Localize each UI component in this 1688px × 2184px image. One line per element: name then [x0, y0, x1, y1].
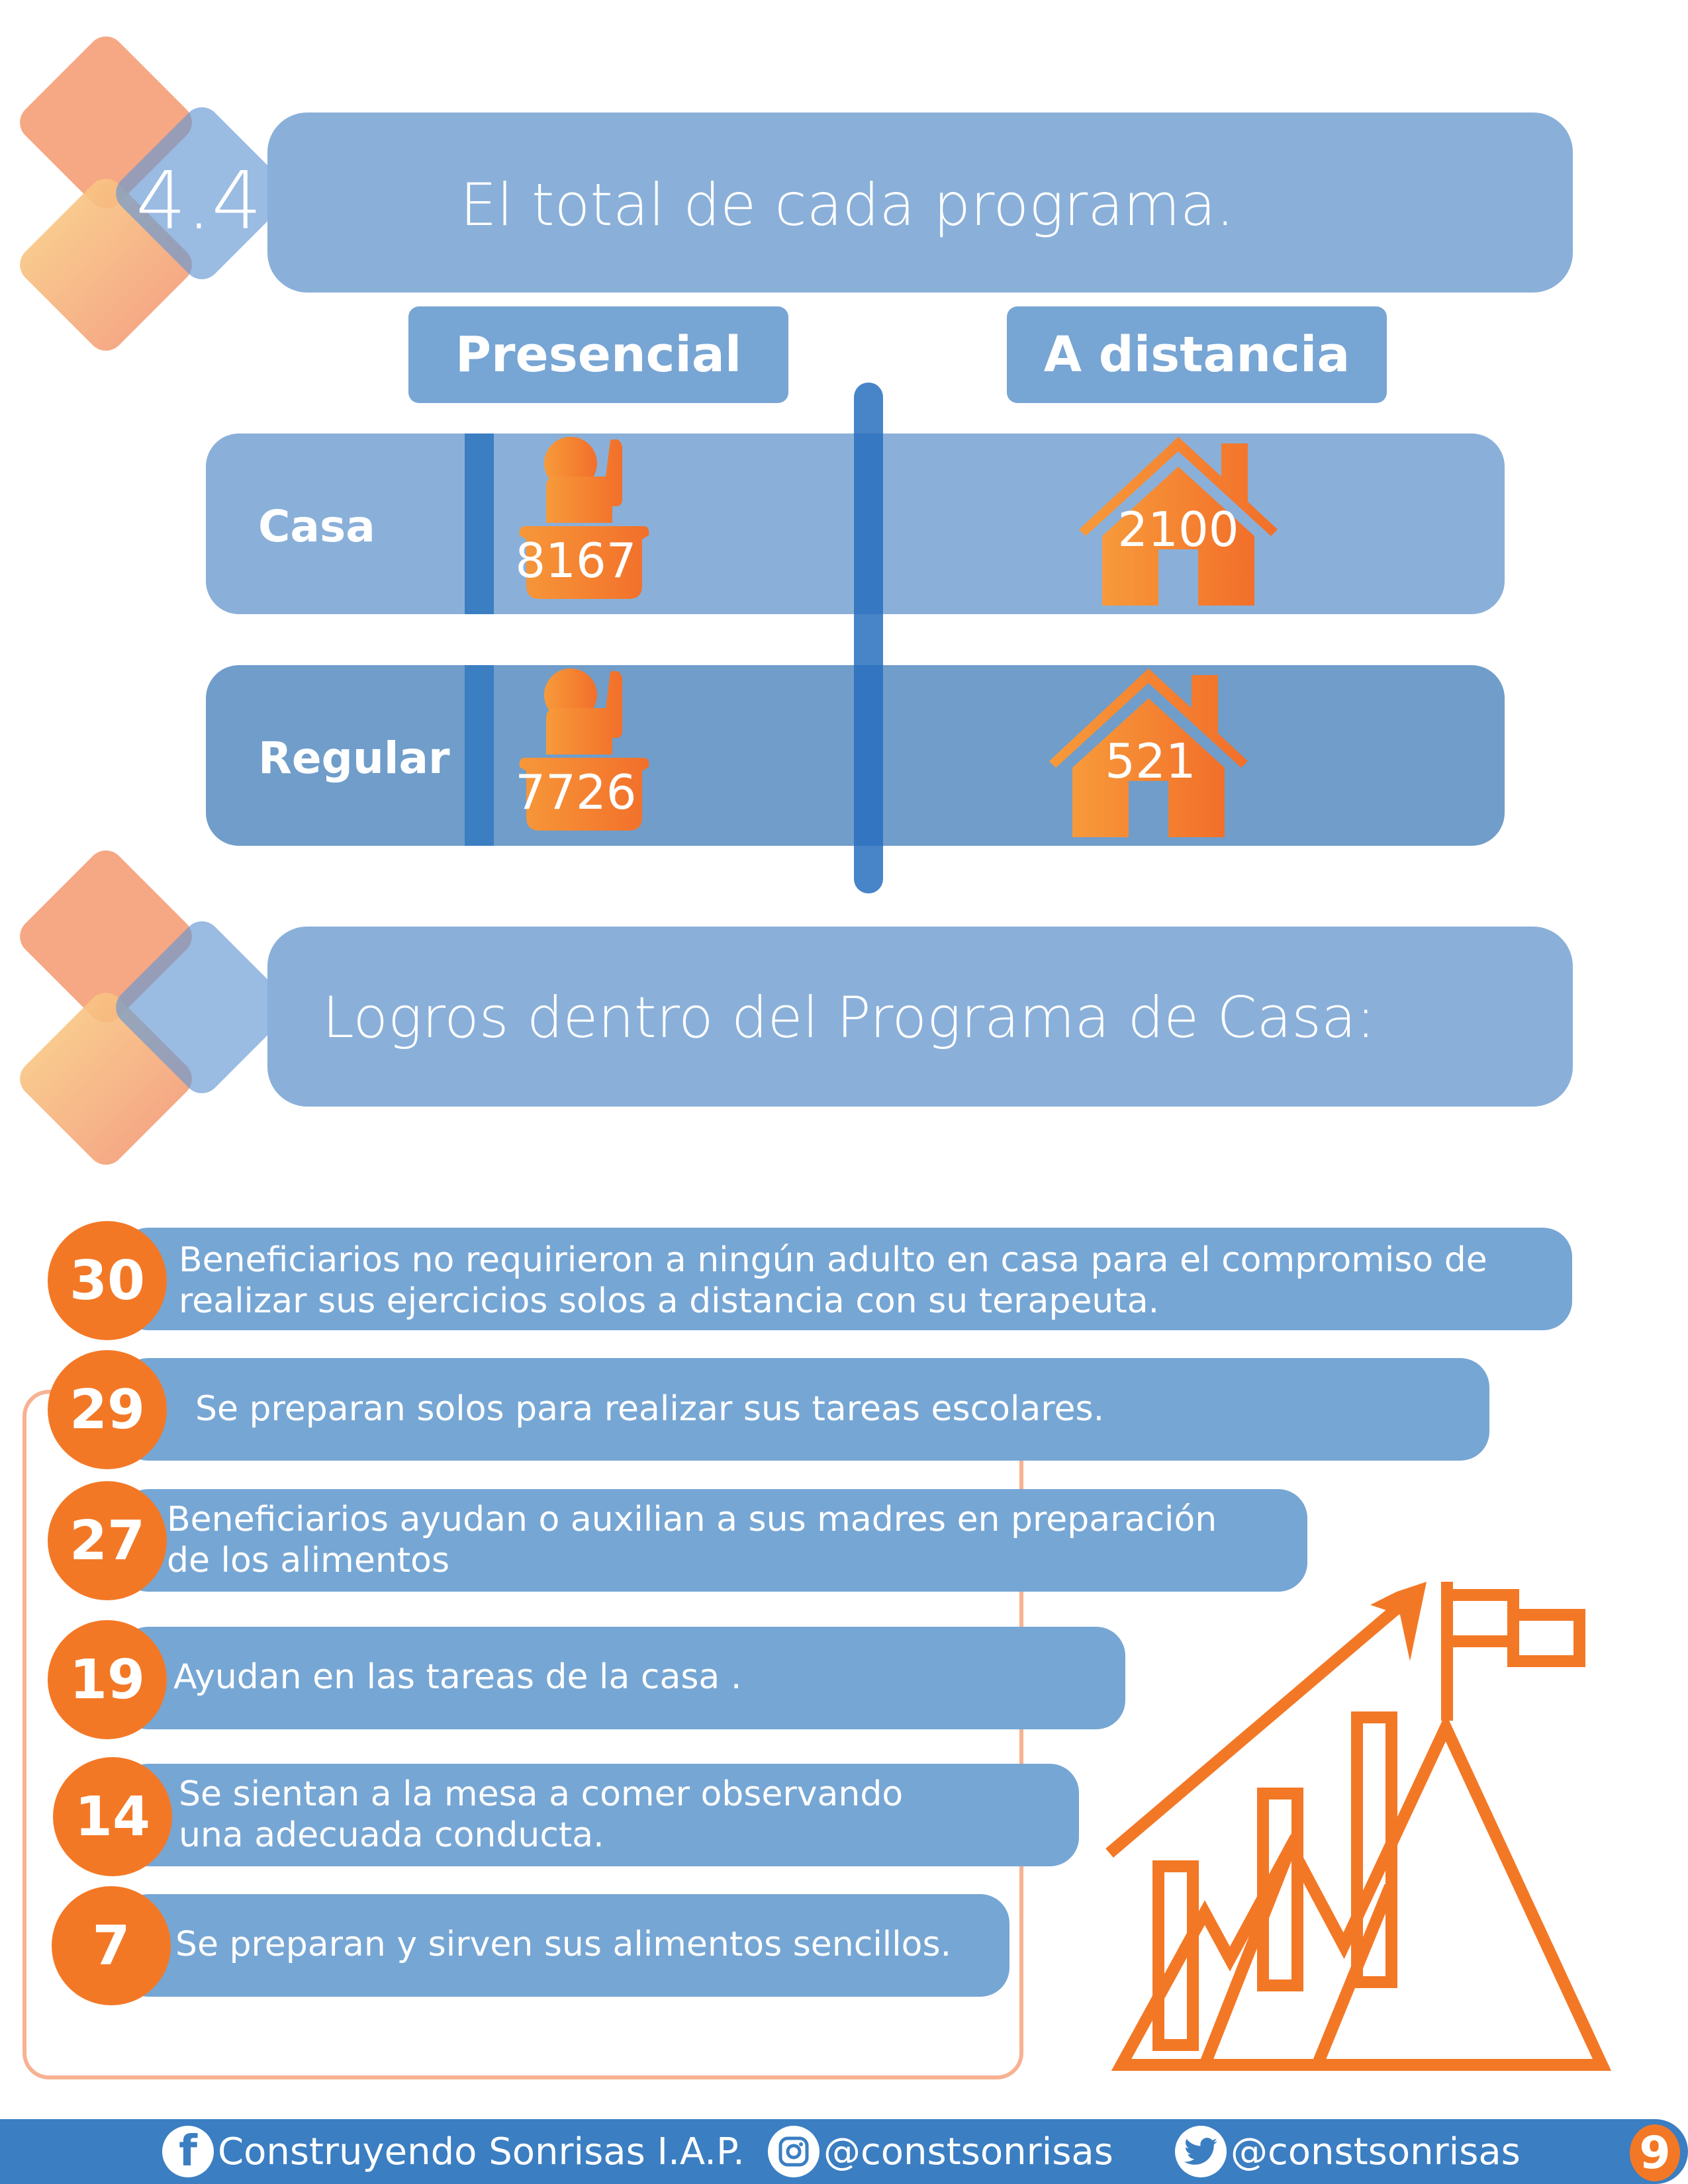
value-casa-a-distancia: 2100	[1117, 502, 1239, 557]
page-number-badge	[1630, 2124, 1680, 2181]
value-regular-a-distancia: 521	[1105, 733, 1196, 789]
footer-twitter[interactable]	[1175, 2123, 1521, 2180]
twitter-icon	[1175, 2126, 1227, 2177]
logro-count-badge: 30	[48, 1221, 167, 1340]
footer-instagram-label: @constsonrisas	[823, 2130, 1113, 2173]
logro-text: Se preparan solos para realizar sus tareas escolares.	[195, 1389, 1105, 1429]
growth-chart-mountain-flag-icon	[1099, 1575, 1615, 2078]
column-header-a-distancia: A distancia	[1007, 306, 1387, 403]
value-regular-presencial: 7726	[515, 764, 637, 820]
page-number: 9	[1639, 2126, 1671, 2179]
footer-twitter-label: @constsonrisas	[1231, 2130, 1521, 2173]
logro-text: Beneficiarios no requirieron a ningún adulto en casa para el compromiso de realizar sus ejercicios solos a distancia con su terapeuta.	[179, 1240, 1487, 1321]
footer-instagram[interactable]	[768, 2123, 1113, 2180]
logro-text: Beneficiarios ayudan o auxilian a sus madres en preparación de los alimentos	[167, 1500, 1217, 1580]
logro-text: Se sientan a la mesa a comer observando una adecuada conducta.	[179, 1774, 904, 1855]
footer-facebook[interactable]	[162, 2123, 745, 2180]
row-label-casa: Casa	[258, 501, 375, 552]
logro-text: Ayudan en las tareas de la casa .	[173, 1657, 742, 1697]
section-title: El total de cada programa.	[460, 171, 1235, 239]
row-divider	[465, 433, 494, 614]
logro-count-badge: 14	[53, 1757, 172, 1876]
instagram-icon	[768, 2126, 820, 2177]
logro-count-badge: 27	[48, 1481, 167, 1600]
logro-count-badge: 19	[48, 1620, 167, 1739]
facebook-icon: f	[162, 2126, 214, 2177]
footer-facebook-label: Construyendo Sonrisas I.A.P.	[218, 2130, 745, 2173]
logro-count-badge: 29	[48, 1350, 167, 1469]
logros-title: Logros dentro del Programa de Casa:	[322, 985, 1376, 1051]
value-casa-presencial: 8167	[515, 533, 637, 588]
row-divider	[465, 665, 494, 846]
column-header-presencial: Presencial	[408, 306, 788, 403]
logro-count-badge: 7	[52, 1886, 171, 2005]
column-divider	[854, 383, 883, 893]
section-number: 4.4	[136, 156, 262, 248]
row-label-regular: Regular	[258, 733, 450, 784]
logro-text: Se preparan y sirven sus alimentos sencillos.	[175, 1925, 952, 1964]
